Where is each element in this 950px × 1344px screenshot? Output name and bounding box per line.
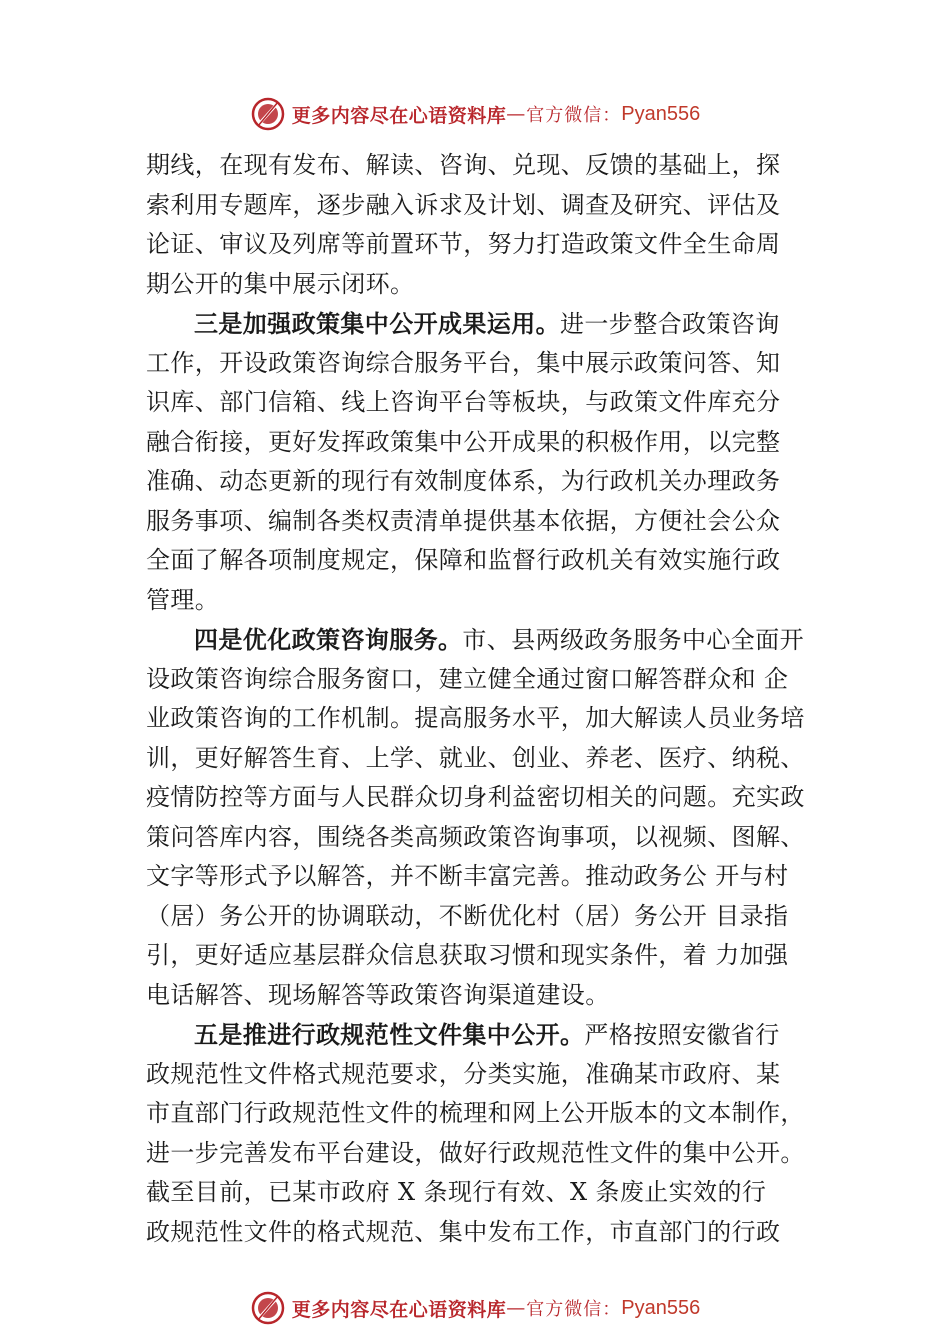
banner-wechat-id: Pyan556	[621, 102, 701, 125]
paragraph-lead: 五是推进行政规范性文件集中公开。	[194, 1020, 585, 1049]
text-line: 融合衔接，更好发挥政策集中公开成果的积极作用，以完整	[146, 427, 781, 456]
paragraph-first-line	[146, 620, 836, 660]
pen-logo-icon	[250, 96, 286, 132]
text-line: 期公开的集中展示闭环。	[146, 269, 415, 298]
text-line: 训，更好解答生育、上学、就业、创业、养老、医疗、纳税、	[146, 743, 805, 772]
text-line: 文字等形式予以解答，并不断丰富完善。推动政务公 开与村	[146, 862, 789, 890]
text-line: 服务事项、编制各类权责清单提供基本依据，方便社会公众	[146, 506, 781, 535]
body-text	[146, 146, 836, 1252]
banner-wechat-label: 官方微信：	[526, 1299, 622, 1320]
banner-wechat-id: Pyan556	[621, 1296, 701, 1319]
paragraph-first-rest: 市、县两级政务服务中心全面开	[462, 626, 805, 654]
paragraph-lead: 三是加强政策集中公开成果运用。	[194, 309, 560, 338]
banner-wechat-label: 官方微信：	[526, 105, 622, 126]
text-line: 业政策咨询的工作机制。提高服务水平，加大解读人员业务培	[146, 704, 805, 732]
text-line: 市直部门行政规范性文件的梳理和网上公开版本的文本制作，	[146, 1099, 805, 1127]
text-line: （居）务公开的协调联动，不断优化村（居）务公开 目录指	[146, 901, 789, 930]
text-line: 准确、动态更新的现行有效制度体系，为行政机关办理政务	[146, 467, 781, 495]
text-line: 政规范性文件的格式规范、集中发布工作，市直部门的行政	[146, 1217, 781, 1246]
banner-dash: —	[506, 103, 527, 125]
text-line: 截至目前，已某市政府 X 条现行有效、X 条废止实效的行	[146, 1178, 767, 1206]
text-line: 进一步完善发布平台建设，做好行政规范性文件的集中公开。	[146, 1138, 805, 1167]
paragraph-lead: 四是优化政策咨询服务。	[194, 625, 463, 654]
text-line: 引，更好适应基层群众信息获取习惯和现实条件，着 力加强	[146, 941, 789, 969]
paragraph-first-line	[146, 1015, 836, 1055]
banner-dash: —	[506, 1297, 527, 1319]
banner-red-text: 更多内容尽在心语资料库	[291, 104, 507, 127]
header-banner	[0, 92, 950, 136]
text-line: 设政策咨询综合服务窗口，建立健全通过窗口解答群众和 企	[146, 664, 789, 693]
text-line: 工作，开设政策咨询综合服务平台，集中展示政策问答、知	[146, 348, 781, 377]
paragraph-first-rest: 严格按照安徽省行	[584, 1021, 780, 1049]
paragraph-first-rest: 进一步整合政策咨询	[560, 310, 780, 338]
pen-logo-icon	[250, 1290, 286, 1326]
text-line: 识库、部门信箱、线上咨询平台等板块，与政策文件库充分	[146, 388, 781, 416]
text-line: 疫情防控等方面与人民群众切身利益密切相关的问题。充实政	[146, 783, 805, 811]
text-line: 政规范性文件格式规范要求，分类实施，准确某市政府、某	[146, 1059, 781, 1088]
paragraph-first-line	[146, 304, 836, 344]
text-line: 策问答库内容，围绕各类高频政策咨询事项，以视频、图解、	[146, 822, 805, 851]
text-line: 电话解答、现场解答等政策咨询渠道建设。	[146, 980, 610, 1009]
text-line: 管理。	[146, 585, 220, 614]
text-line: 索利用专题库，逐步融入诉求及计划、调查及研究、评估及	[146, 190, 781, 219]
footer-banner	[0, 1286, 950, 1330]
banner-red-text: 更多内容尽在心语资料库	[291, 1298, 507, 1321]
text-line: 全面了解各项制度规定，保障和监督行政机关有效实施行政	[146, 546, 781, 574]
text-line: 论证、审议及列席等前置环节，努力打造政策文件全生命周	[146, 230, 781, 258]
text-line: 期线，在现有发布、解读、咨询、兑现、反馈的基础上，探	[146, 151, 781, 179]
